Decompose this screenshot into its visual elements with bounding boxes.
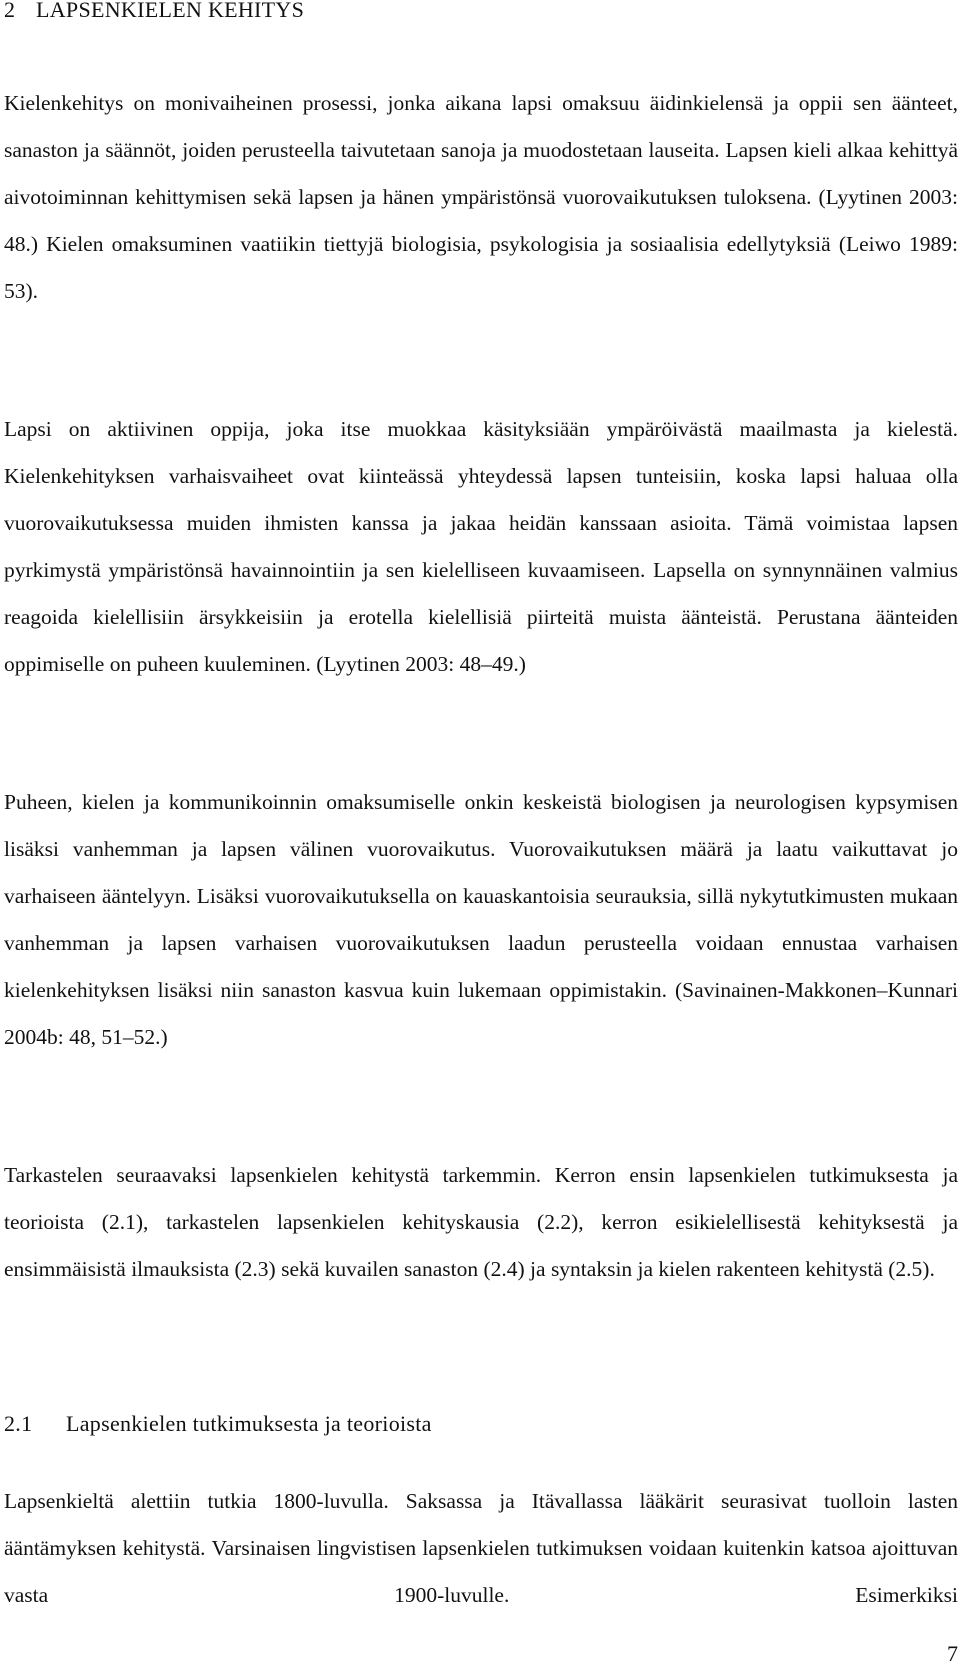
document-page bbox=[4, 0, 958, 1678]
page-number: 7 bbox=[947, 1641, 958, 1666]
body-paragraph: Puheen, kielen ja kommunikoinnin omaksumiselle onkin keskeistä biologisen ja neurologisen kypsymisen lisäksi vanhemman ja lapsen välinen vuorovaikutus. Vuorovaikutuksen määrä ja laatu vaikuttavat jo varhaiseen ääntelyyn. Lisäksi vuorovaikutuksella on kauaskantoisia seurauksia, sillä nykytutkimusten mukaan vanhemman ja lapsen varhaisen vuorovaikutuksen laadun perusteella voidaan ennustaa varhaisen kielenkehityksen lisäksi niin sanaston kasvua kuin lukemaan oppimistakin. (Savinainen-Makkonen–Kunnari 2004b: 48, 51–52.) bbox=[4, 790, 958, 1049]
section-number: 2.1 bbox=[4, 1411, 33, 1436]
section-heading bbox=[4, 1411, 432, 1437]
body-paragraph: Kielenkehitys on monivaiheinen prosessi, jonka aikana lapsi omaksuu äidinkielensä ja oppii sen äänteet, sanaston ja säännöt, joiden perusteella taivutetaan sanoja ja muodostetaan lauseita. Lapsen kieli alkaa kehittyä aivotoiminnan kehittymisen sekä lapsen ja hänen ympäristönsä vuorovaikutuksen tuloksena. (Lyytinen 2003: 48.) Kielen omaksuminen vaatiikin tiettyjä biologisia, psykologisia ja sosiaalisia edellytyksiä (Leiwo 1989: 53). bbox=[4, 91, 958, 303]
body-paragraph: Lapsenkieltä alettiin tutkia 1800-luvulla. Saksassa ja Itävallassa lääkärit seurasivat tuolloin lasten ääntämyksen kehitystä. Varsinaisen lingvistisen lapsenkielen tutkimuksen voidaan kuitenkin katsoa ajoittuvan vasta 1900-luvulle. Esimerkiksi bbox=[4, 1489, 958, 1607]
body-paragraph: Lapsi on aktiivinen oppija, joka itse muokkaa käsityksiään ympäröivästä maailmasta ja kielestä. Kielenkehityksen varhaisvaiheet ovat kiinteässä yhteydessä lapsen tunteisiin, koska lapsi haluaa olla vuorovaikutuksessa muiden ihmisten kanssa ja jakaa heidän kanssaan asioita. Tämä voimistaa lapsen pyrkimystä ympäristönsä havainnointiin ja sen kielelliseen kuvaamiseen. Lapsella on synnynnäinen valmius reagoida kielellisiin ärsykkeisiin ja erotella kielellisiä piirteitä muista äänteistä. Perustana äänteiden oppimiselle on puheen kuuleminen. (Lyytinen 2003: 48–49.) bbox=[4, 417, 958, 676]
chapter-number: 2 bbox=[4, 0, 16, 22]
body-paragraph: Tarkastelen seuraavaksi lapsenkielen kehitystä tarkemmin. Kerron ensin lapsenkielen tutkimuksesta ja teorioista (2.1), tarkastelen lapsenkielen kehityskausia (2.2), kerron esikielellisestä kehityksestä ja ensimmäisistä ilmauksista (2.3) sekä kuvailen sanaston (2.4) ja syntaksin ja kielen rakenteen kehitystä (2.5). bbox=[4, 1163, 958, 1281]
chapter-heading bbox=[4, 0, 304, 23]
section-title: Lapsenkielen tutkimuksesta ja teorioista bbox=[66, 1411, 432, 1436]
chapter-title: LAPSENKIELEN KEHITYS bbox=[36, 0, 305, 22]
